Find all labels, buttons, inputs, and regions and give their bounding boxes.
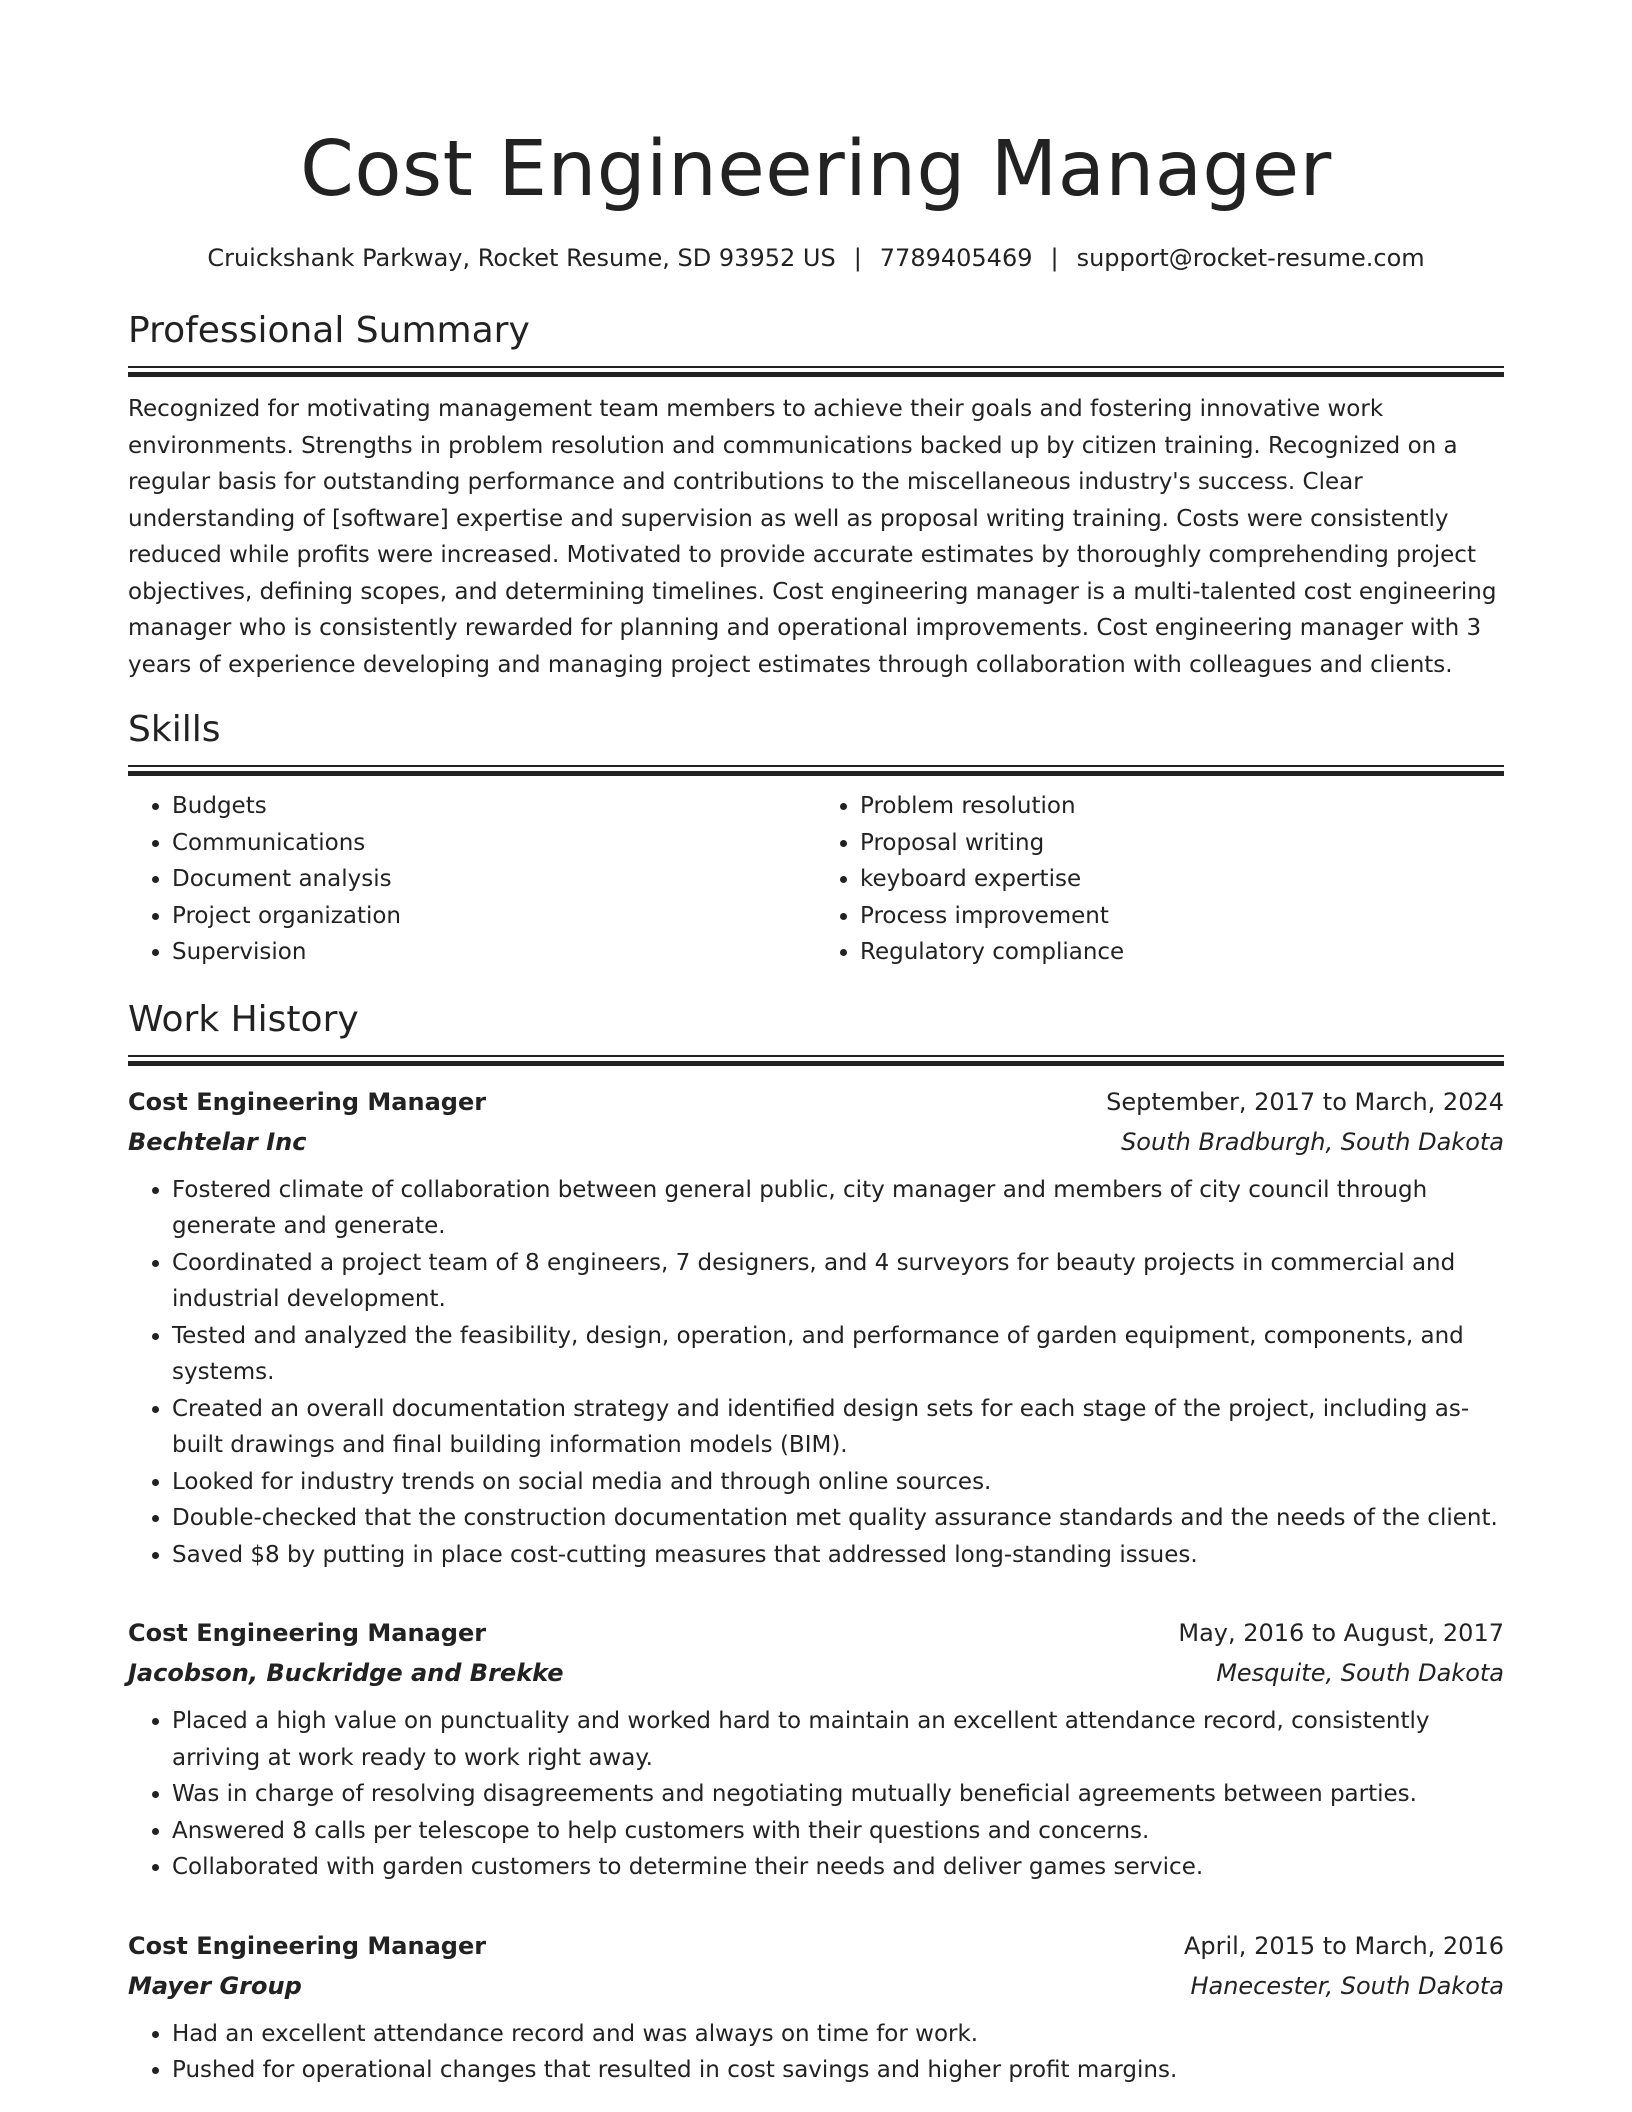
job-duty-item: • Looked for industry trends on social media and through online sources. [172, 1464, 1504, 1501]
job-duty-item: • Fostered climate of collaboration between general public, city manager and members of city council through generate and generate. [172, 1172, 1504, 1245]
job-duty-item: • Double-checked that the construction documentation met quality assurance standards and the needs of the client. [172, 1500, 1504, 1537]
job-header-row [128, 1082, 1504, 1122]
professional-summary-section [128, 308, 1504, 683]
job-duties-list [128, 2016, 1504, 2089]
skill-item: • Process improvement [860, 898, 1504, 935]
job-duty-item: • Coordinated a project team of 8 engineers, 7 designers, and 4 surveyors for beauty projects in commercial and industrial development. [172, 1245, 1504, 1318]
job-dates: April, 2015 to March, 2016 [1183, 1931, 1504, 1960]
skill-item: • Supervision [172, 934, 816, 971]
job-header-row [128, 1613, 1504, 1653]
job-company-row [128, 1653, 1504, 1693]
skill-item: • Proposal writing [860, 825, 1504, 862]
skill-item: • Budgets [172, 788, 816, 825]
skills-list-right [816, 788, 1504, 971]
skill-item: • Document analysis [172, 861, 816, 898]
skills-list-left [128, 788, 816, 971]
job-title: Cost Engineering Manager [128, 1619, 487, 1647]
section-divider [128, 765, 1504, 776]
section-title-skills: Skills [128, 709, 221, 750]
skills-columns [128, 788, 1504, 971]
job-duty-item: • Pushed for operational changes that resulted in cost savings and higher profit margins. [172, 2052, 1504, 2089]
section-title-summary: Professional Summary [128, 310, 530, 351]
section-divider [128, 1055, 1504, 1066]
job-dates: September, 2017 to March, 2024 [1106, 1087, 1504, 1116]
job-location: Hanecester, South Dakota [1190, 1971, 1504, 2000]
skill-item: • Regulatory compliance [860, 934, 1504, 971]
skill-item: • Problem resolution [860, 788, 1504, 825]
job-duty-item: • Was in charge of resolving disagreements and negotiating mutually beneficial agreements between parties. [172, 1776, 1504, 1813]
job-company: Bechtelar Inc [128, 1127, 307, 1156]
job-duty-item: • Placed a high value on punctuality and worked hard to maintain an excellent attendance record, consistently arriving at work ready to work right away. [172, 1703, 1504, 1776]
contact-address: Cruickshank Parkway, Rocket Resume, SD 93952 US [207, 244, 836, 272]
job-duty-item: • Answered 8 calls per telescope to help customers with their questions and concerns. [172, 1813, 1504, 1850]
contact-phone: 7789405469 [879, 244, 1033, 272]
job-entry [128, 1082, 1504, 1574]
skills-section [128, 707, 1504, 971]
resume-title: Cost Engineering Manager [300, 125, 1332, 214]
job-entry [128, 1926, 1504, 2089]
section-title-work-history: Work History [128, 998, 359, 1040]
job-duties-list [128, 1703, 1504, 1886]
job-location: South Bradburgh, South Dakota [1121, 1127, 1504, 1156]
skill-item: • keyboard expertise [860, 861, 1504, 898]
summary-text: Recognized for motivating management team members to achieve their goals and fostering innovative work environments. Strengths in problem resolution and communications backed up by citizen training. Recognized on a regular basis for outstanding performance and contributions to the miscellaneous industry's success. Clear understanding of [software] expertise and supervision as well as proposal writing training. Costs were consistently reduced while profits were increased. Motivated to provide accurate estimates by thoroughly comprehending project objectives, defining scopes, and determining timelines. Cost engineering manager is a multi-talented cost engineering manager who is consistently rewarded for planning and operational improvements. Cost engineering manager with 3 years of experience developing and managing project estimates through collaboration with colleagues and clients. [128, 396, 1497, 678]
contact-email: support@rocket-resume.com [1076, 244, 1425, 272]
job-duty-item: • Tested and analyzed the feasibility, design, operation, and performance of garden equipment, components, and systems. [172, 1318, 1504, 1391]
job-title: Cost Engineering Manager [128, 1087, 487, 1116]
job-header-row [128, 1926, 1504, 1966]
job-duty-item: • Collaborated with garden customers to determine their needs and deliver games service. [172, 1849, 1504, 1886]
job-company: Jacobson, Buckridge and Brekke [128, 1659, 564, 1687]
section-divider [128, 366, 1504, 377]
skill-item: • Communications [172, 825, 816, 862]
skill-item: • Project organization [172, 898, 816, 935]
job-duty-item: • Had an excellent attendance record and was always on time for work. [172, 2016, 1504, 2053]
job-company: Mayer Group [128, 1971, 302, 2000]
job-duty-item: • Created an overall documentation strategy and identified design sets for each stage of the project, including as-built drawings and final building information models (BIM). [172, 1391, 1504, 1464]
job-title: Cost Engineering Manager [128, 1931, 487, 1960]
contact-separator: | [1050, 244, 1059, 272]
job-duties-list [128, 1172, 1504, 1574]
job-dates: May, 2016 to August, 2017 [1178, 1619, 1504, 1647]
contact-separator: | [853, 244, 862, 272]
job-location: Mesquite, South Dakota [1216, 1659, 1504, 1687]
job-entry [128, 1613, 1504, 1886]
job-company-row [128, 1966, 1504, 2006]
job-company-row [128, 1122, 1504, 1162]
contact-line [128, 242, 1504, 274]
job-duty-item: • Saved $8 by putting in place cost-cutting measures that addressed long-standing issues. [172, 1537, 1504, 1574]
work-history-section [128, 997, 1504, 2089]
